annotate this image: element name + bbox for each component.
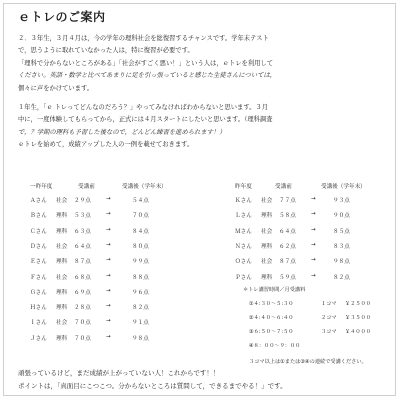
cell-subject: 理科 bbox=[56, 259, 68, 266]
cell-subject: 社会 bbox=[261, 259, 273, 266]
schedule-fee: ￥４０００ bbox=[345, 329, 371, 335]
cell-before: ８７点 bbox=[279, 259, 296, 266]
cell-arrow: → bbox=[106, 257, 111, 264]
cell-after: ８０点 bbox=[132, 243, 149, 250]
cell-before: ２９点 bbox=[74, 198, 91, 204]
cell-subject: 社会 bbox=[261, 228, 273, 235]
cell-before: ６４点 bbox=[279, 228, 296, 235]
cell-arrow: → bbox=[311, 257, 316, 264]
schedule-note: ３コマ以上は①または③④の連続で受講ください。 bbox=[249, 359, 367, 365]
schedule-slot: ④８：００〜９：００ bbox=[249, 343, 301, 349]
cell-name: Ｊさん bbox=[30, 335, 47, 342]
cell-before: ７０点 bbox=[74, 335, 91, 342]
first-year-paragraph bbox=[18, 102, 383, 152]
cell-subject: 社会 bbox=[56, 198, 68, 204]
cell-subject: 社会 bbox=[56, 320, 68, 327]
cell-before: ７７点 bbox=[279, 198, 296, 204]
cell-name: Ｌさん bbox=[235, 213, 252, 220]
cell-before: ６８点 bbox=[74, 274, 91, 281]
cell-before: ５９点 bbox=[279, 274, 296, 281]
cell-arrow: → bbox=[106, 303, 111, 310]
cell-name: Ｍさん bbox=[235, 228, 252, 235]
cell-arrow: → bbox=[106, 196, 111, 202]
cell-after: ９９点 bbox=[132, 259, 149, 266]
cell-subject: 理科 bbox=[56, 335, 68, 342]
footer-line-2: ポイントは，「真面目にこつこつ。分からないところは質問して，できるまでやる！」です。 bbox=[18, 382, 287, 390]
results-table-left bbox=[30, 182, 210, 342]
table-header-before: 受講前 bbox=[275, 184, 292, 190]
cell-before: ５３点 bbox=[74, 213, 91, 220]
cell-name: Ｃさん bbox=[30, 228, 47, 235]
schedule-slot: ③６:５０〜７:５０ bbox=[249, 329, 294, 335]
cell-before: ６３点 bbox=[74, 228, 91, 235]
cell-name: Ｄさん bbox=[30, 243, 47, 250]
cell-subject: 理科 bbox=[261, 274, 273, 281]
cell-after: ５４点 bbox=[132, 198, 149, 204]
cell-after: ８２点 bbox=[333, 274, 350, 281]
cell-name: Ｇさん bbox=[30, 289, 47, 296]
cell-arrow: → bbox=[311, 272, 316, 279]
intro-line: ください。英語・数学と比べてあまりに足を引っ張っていると感じた生徒さんについては， bbox=[18, 72, 277, 80]
cell-name: Ｋさん bbox=[235, 198, 252, 204]
cell-after: ８５点 bbox=[333, 228, 350, 235]
intro-line: で，思うように取れていなかった人は，特に復習が必要です。 bbox=[18, 47, 194, 55]
cell-after: ７０点 bbox=[132, 213, 149, 220]
schedule-title: ＊トレ講習時間／月受講料 bbox=[243, 287, 306, 293]
cell-subject: 社会 bbox=[56, 274, 68, 281]
cell-arrow: → bbox=[106, 211, 111, 218]
para-line: で，？学期の理科も予習した後なので，どんどん練習を進められます！） bbox=[18, 128, 226, 136]
cell-subject: 理科 bbox=[261, 213, 273, 220]
schedule-plan: ３コマ bbox=[321, 329, 337, 335]
schedule-fee: ￥２５００ bbox=[345, 301, 371, 307]
cell-arrow: → bbox=[106, 333, 111, 340]
cell-name: Ｂさん bbox=[30, 213, 47, 220]
schedule-row bbox=[235, 300, 395, 310]
footer-line-1: 頑張っているけど，まだ成績が上がっていない人！これからです！！ bbox=[18, 369, 220, 377]
schedule-fee: ￥３５００ bbox=[345, 315, 371, 321]
cell-arrow: → bbox=[311, 211, 316, 218]
cell-after: ９０点 bbox=[333, 213, 350, 220]
schedule-row bbox=[235, 314, 395, 324]
cell-name: Ｎさん bbox=[235, 243, 252, 250]
cell-name: Ｅさん bbox=[30, 259, 47, 266]
cell-before: ７０点 bbox=[74, 320, 91, 327]
table-header-before: 受講前 bbox=[78, 184, 95, 190]
para-line: ｅトレを始めて，成績アップした人の一例を載せておきます。 bbox=[18, 141, 194, 149]
cell-after: ９６点 bbox=[132, 289, 149, 296]
cell-subject: 理科 bbox=[261, 243, 273, 250]
para-line: １年生，「ｅ トレってどんなのだろう？」やってみなければわからないと思います。３月 bbox=[18, 104, 269, 111]
cell-after: ８４点 bbox=[132, 228, 149, 235]
cell-subject: 理科 bbox=[56, 305, 68, 312]
cell-arrow: → bbox=[106, 241, 111, 248]
cell-subject: 社会 bbox=[261, 198, 273, 204]
schedule-box bbox=[235, 286, 395, 365]
intro-paragraph bbox=[18, 33, 383, 95]
table-header-year: 一昨年度 bbox=[30, 184, 53, 190]
table-header-after: 受講後（学年末） bbox=[122, 184, 167, 190]
cell-after: ８８点 bbox=[132, 274, 149, 281]
cell-arrow: → bbox=[106, 287, 111, 294]
schedule-row bbox=[235, 328, 395, 338]
cell-after: ８３点 bbox=[333, 243, 350, 250]
schedule-slot: ①４:３０〜５:３０ bbox=[249, 301, 294, 307]
cell-before: ６２点 bbox=[279, 243, 296, 250]
intro-line: 「理科で分からないところがある」「社会がすごく悪い！」という人は，ｅトレを利用して bbox=[18, 59, 274, 67]
schedule-plan: ２コマ bbox=[321, 315, 337, 321]
cell-before: ６９点 bbox=[74, 289, 91, 296]
cell-arrow: → bbox=[106, 318, 111, 325]
cell-before: ２８点 bbox=[74, 305, 91, 312]
cell-name: Ｏさん bbox=[235, 259, 252, 266]
table-header-year: 昨年度 bbox=[235, 184, 252, 190]
cell-arrow: → bbox=[311, 226, 316, 233]
cell-after: ９３点 bbox=[333, 198, 350, 204]
results-table-right bbox=[235, 182, 395, 292]
cell-subject: 理科 bbox=[56, 228, 68, 235]
schedule-plan: １コマ bbox=[321, 301, 337, 307]
cell-name: Ｈさん bbox=[30, 305, 47, 312]
cell-arrow: → bbox=[311, 241, 316, 248]
cell-name: Ｉさん bbox=[30, 320, 47, 327]
schedule-row bbox=[235, 342, 395, 352]
para-line: 中に，一度体験してもらってから，正式には４月スタートにしたいと思います。（理科調査 bbox=[18, 116, 273, 124]
cell-after: ９８点 bbox=[132, 335, 149, 342]
cell-subject: 理科 bbox=[56, 289, 68, 296]
cell-arrow: → bbox=[106, 226, 111, 233]
cell-after: ９１点 bbox=[132, 320, 149, 327]
cell-arrow: → bbox=[311, 196, 316, 202]
intro-line: ２．３年生，３月４月は，今の学年の理科社会を総復習するチャンスです。学年末テスト bbox=[18, 35, 269, 42]
intro-line: 個々に声をかけています。 bbox=[18, 84, 94, 92]
cell-subject: 社会 bbox=[56, 243, 68, 250]
cell-before: ６４点 bbox=[74, 243, 91, 250]
cell-name: Ｐさん bbox=[235, 274, 252, 281]
cell-after: ８２点 bbox=[132, 305, 149, 312]
cell-name: Ｆさん bbox=[30, 274, 47, 281]
cell-before: ８７点 bbox=[74, 259, 91, 266]
page-title: ｅトレのご案内 bbox=[18, 10, 106, 24]
cell-subject: 理科 bbox=[56, 213, 68, 220]
cell-before: ５８点 bbox=[279, 213, 296, 220]
cell-arrow: → bbox=[106, 272, 111, 279]
table-header-after: 受講後（学年末） bbox=[321, 184, 366, 190]
cell-name: Ａさん bbox=[30, 198, 47, 204]
schedule-slot: ②４:４０〜６:４０ bbox=[249, 315, 294, 321]
cell-after: ９８点 bbox=[333, 259, 350, 266]
